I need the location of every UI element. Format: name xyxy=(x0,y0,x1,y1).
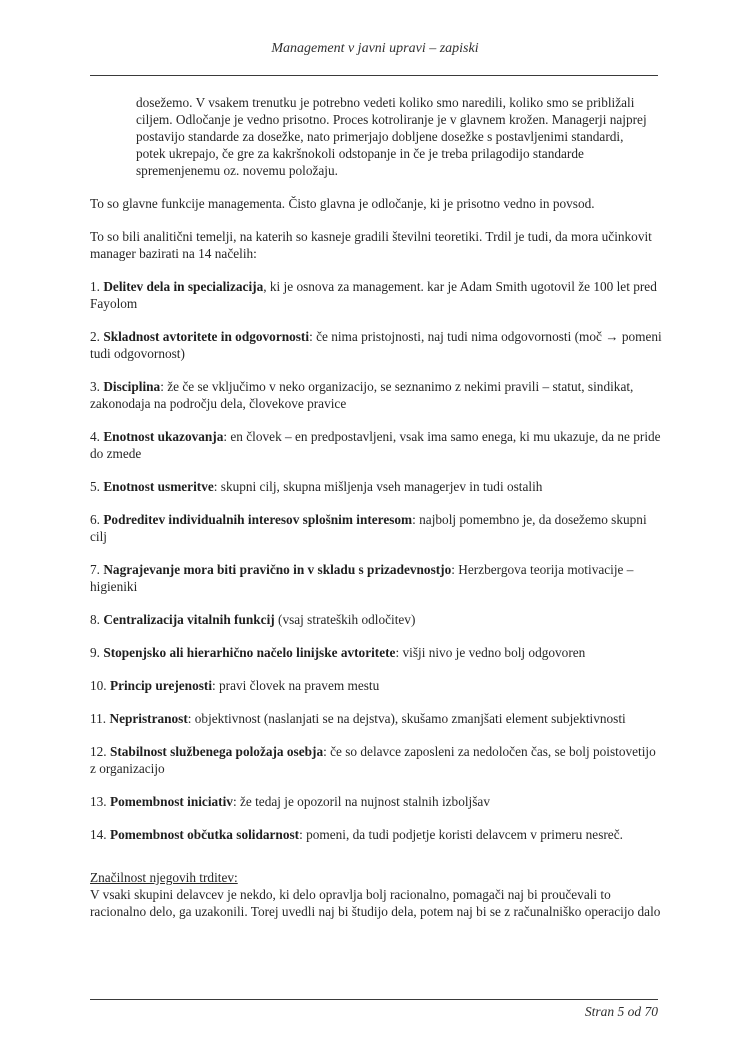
principle-term: Skladnost avtoritete in odgovornosti xyxy=(103,329,310,344)
principle-term: Stabilnost službenega položaja osebja xyxy=(109,744,324,759)
closing-section xyxy=(90,869,662,920)
principle-text: : če nima pristojnosti, naj tudi nima odgovornosti (moč → pomeni tudi odgovornost) xyxy=(90,329,662,361)
page-number: Stran 5 od 70 xyxy=(584,1004,658,1019)
principle-item-14 xyxy=(90,826,662,843)
principle-item-12 xyxy=(90,743,662,777)
principle-number: 8. xyxy=(90,612,100,627)
principle-item-10 xyxy=(90,677,662,694)
principle-term: Delitev dela in specializacija xyxy=(103,279,264,294)
principle-item-13 xyxy=(90,793,662,810)
principle-item-8 xyxy=(90,611,662,628)
footer-divider xyxy=(90,999,658,1000)
principle-text: : že tedaj je opozoril na nujnost stalnih izboljšav xyxy=(232,794,490,809)
principle-term: Pomembnost iniciativ xyxy=(109,794,233,809)
principle-term: Disciplina xyxy=(103,379,161,394)
principle-term: Centralizacija vitalnih funkcij xyxy=(103,612,275,627)
intro-paragraph-2: To so bili analitični temelji, na katerih so kasneje gradili številni teoretiki. Trdil je tudi, da mora učinkovit manager bazirati na 14 načelih: xyxy=(90,229,652,261)
principle-term: Princip urejenosti xyxy=(109,678,213,693)
principle-item-2 xyxy=(90,328,662,362)
principle-item-7 xyxy=(90,561,662,595)
page-content xyxy=(90,94,662,936)
page-header-title: Management v javni upravi – zapiski xyxy=(271,41,479,56)
header-divider xyxy=(90,75,658,76)
principle-text: (vsaj strateških odločitev) xyxy=(274,612,416,627)
principle-term: Nepristranost xyxy=(109,711,188,726)
principle-number: 1. xyxy=(90,279,100,294)
principle-number: 4. xyxy=(90,429,100,444)
principle-term: Podreditev individualnih interesov splošnim interesom xyxy=(103,512,413,527)
principle-text: : pomeni, da tudi podjetje koristi delavcem v primeru nesreč. xyxy=(299,827,623,842)
principle-text: : skupni cilj, skupna mišljenja vseh managerjev in tudi ostalih xyxy=(213,479,543,494)
principle-item-6 xyxy=(90,511,662,545)
principle-number: 3. xyxy=(90,379,100,394)
principle-text: , ki je osnova za management. kar je Adam Smith ugotovil že 100 let pred Fayolom xyxy=(90,279,657,311)
principle-number: 2. xyxy=(90,329,100,344)
principle-item-3 xyxy=(90,378,662,412)
principle-text: : najbolj pomembno je, da dosežemo skupni cilj xyxy=(90,512,647,544)
principle-text: : že če se vključimo v neko organizacijo, se seznanimo z nekimi pravili – statut, sindikat, zakonodaja na področju dela, človekove pravice xyxy=(90,379,634,411)
principle-text: : objektivnost (naslanjati se na dejstva), skušamo zmanjšati element subjektivnosti xyxy=(187,711,626,726)
principle-item-9 xyxy=(90,644,662,661)
principle-number: 7. xyxy=(90,562,100,577)
principle-number: 14. xyxy=(90,827,107,842)
principle-term: Pomembnost občutka solidarnost xyxy=(109,827,300,842)
principle-text: : en človek – en predpostavljeni, vsak ima samo enega, ki mu ukazuje, da ne pride do zmede xyxy=(90,429,661,461)
principle-number: 6. xyxy=(90,512,100,527)
closing-heading: Značilnost njegovih trditev: xyxy=(90,870,238,885)
principle-term: Stopenjsko ali hierarhično načelo linijske avtoritete xyxy=(103,645,396,660)
principle-number: 13. xyxy=(90,794,107,809)
principle-number: 9. xyxy=(90,645,100,660)
principle-number: 5. xyxy=(90,479,100,494)
principle-term: Nagrajevanje mora biti pravično in v skladu s prizadevnostjo xyxy=(103,562,452,577)
principle-term: Enotnost ukazovanja xyxy=(103,429,224,444)
principle-number: 11. xyxy=(90,711,107,726)
principle-item-4 xyxy=(90,428,662,462)
principle-text: : višji nivo je vedno bolj odgovoren xyxy=(395,645,586,660)
intro-indented-paragraph: dosežemo. V vsakem trenutku je potrebno vedeti koliko smo naredili, koliko smo se približali ciljem. Odločanje je vedno prisotno. Proces kotroliranje je v glavnem krožen. Managerji najprej postavijo standarde za dosežke, nato primerjajo dobljene dosežke s postavljenimi standardi, potek ukrepajo, če gre za kakršnokoli odstopanje in če je treba prilagodijo standarde spremenjenemu oz. novemu položaju. xyxy=(136,95,647,178)
principle-text: : če so delavce zaposleni za nedoločen čas, se bolj poistovetijo z organizacijo xyxy=(90,744,656,776)
principle-text: : Herzbergova teorija motivacije – higieniki xyxy=(90,562,634,594)
closing-paragraph: V vsaki skupini delavcev je nekdo, ki delo opravlja bolj racionalno, pomagači naj bi proučevali to racionalno delo, ga uzakonili. Torej uvedli naj bi študijo dela, potem naj bi se z računalniško operacijo dalo xyxy=(90,887,661,919)
principle-term: Enotnost usmeritve xyxy=(103,479,214,494)
principle-number: 10. xyxy=(90,678,107,693)
principle-item-1 xyxy=(90,278,662,312)
intro-paragraph-1: To so glavne funkcije managementa. Čisto glavna je odločanje, ki je prisotno vedno in povsod. xyxy=(90,196,595,211)
principle-text: : pravi človek na pravem mestu xyxy=(212,678,380,693)
principle-number: 12. xyxy=(90,744,107,759)
principle-item-11 xyxy=(90,710,662,727)
principle-item-5 xyxy=(90,478,662,495)
